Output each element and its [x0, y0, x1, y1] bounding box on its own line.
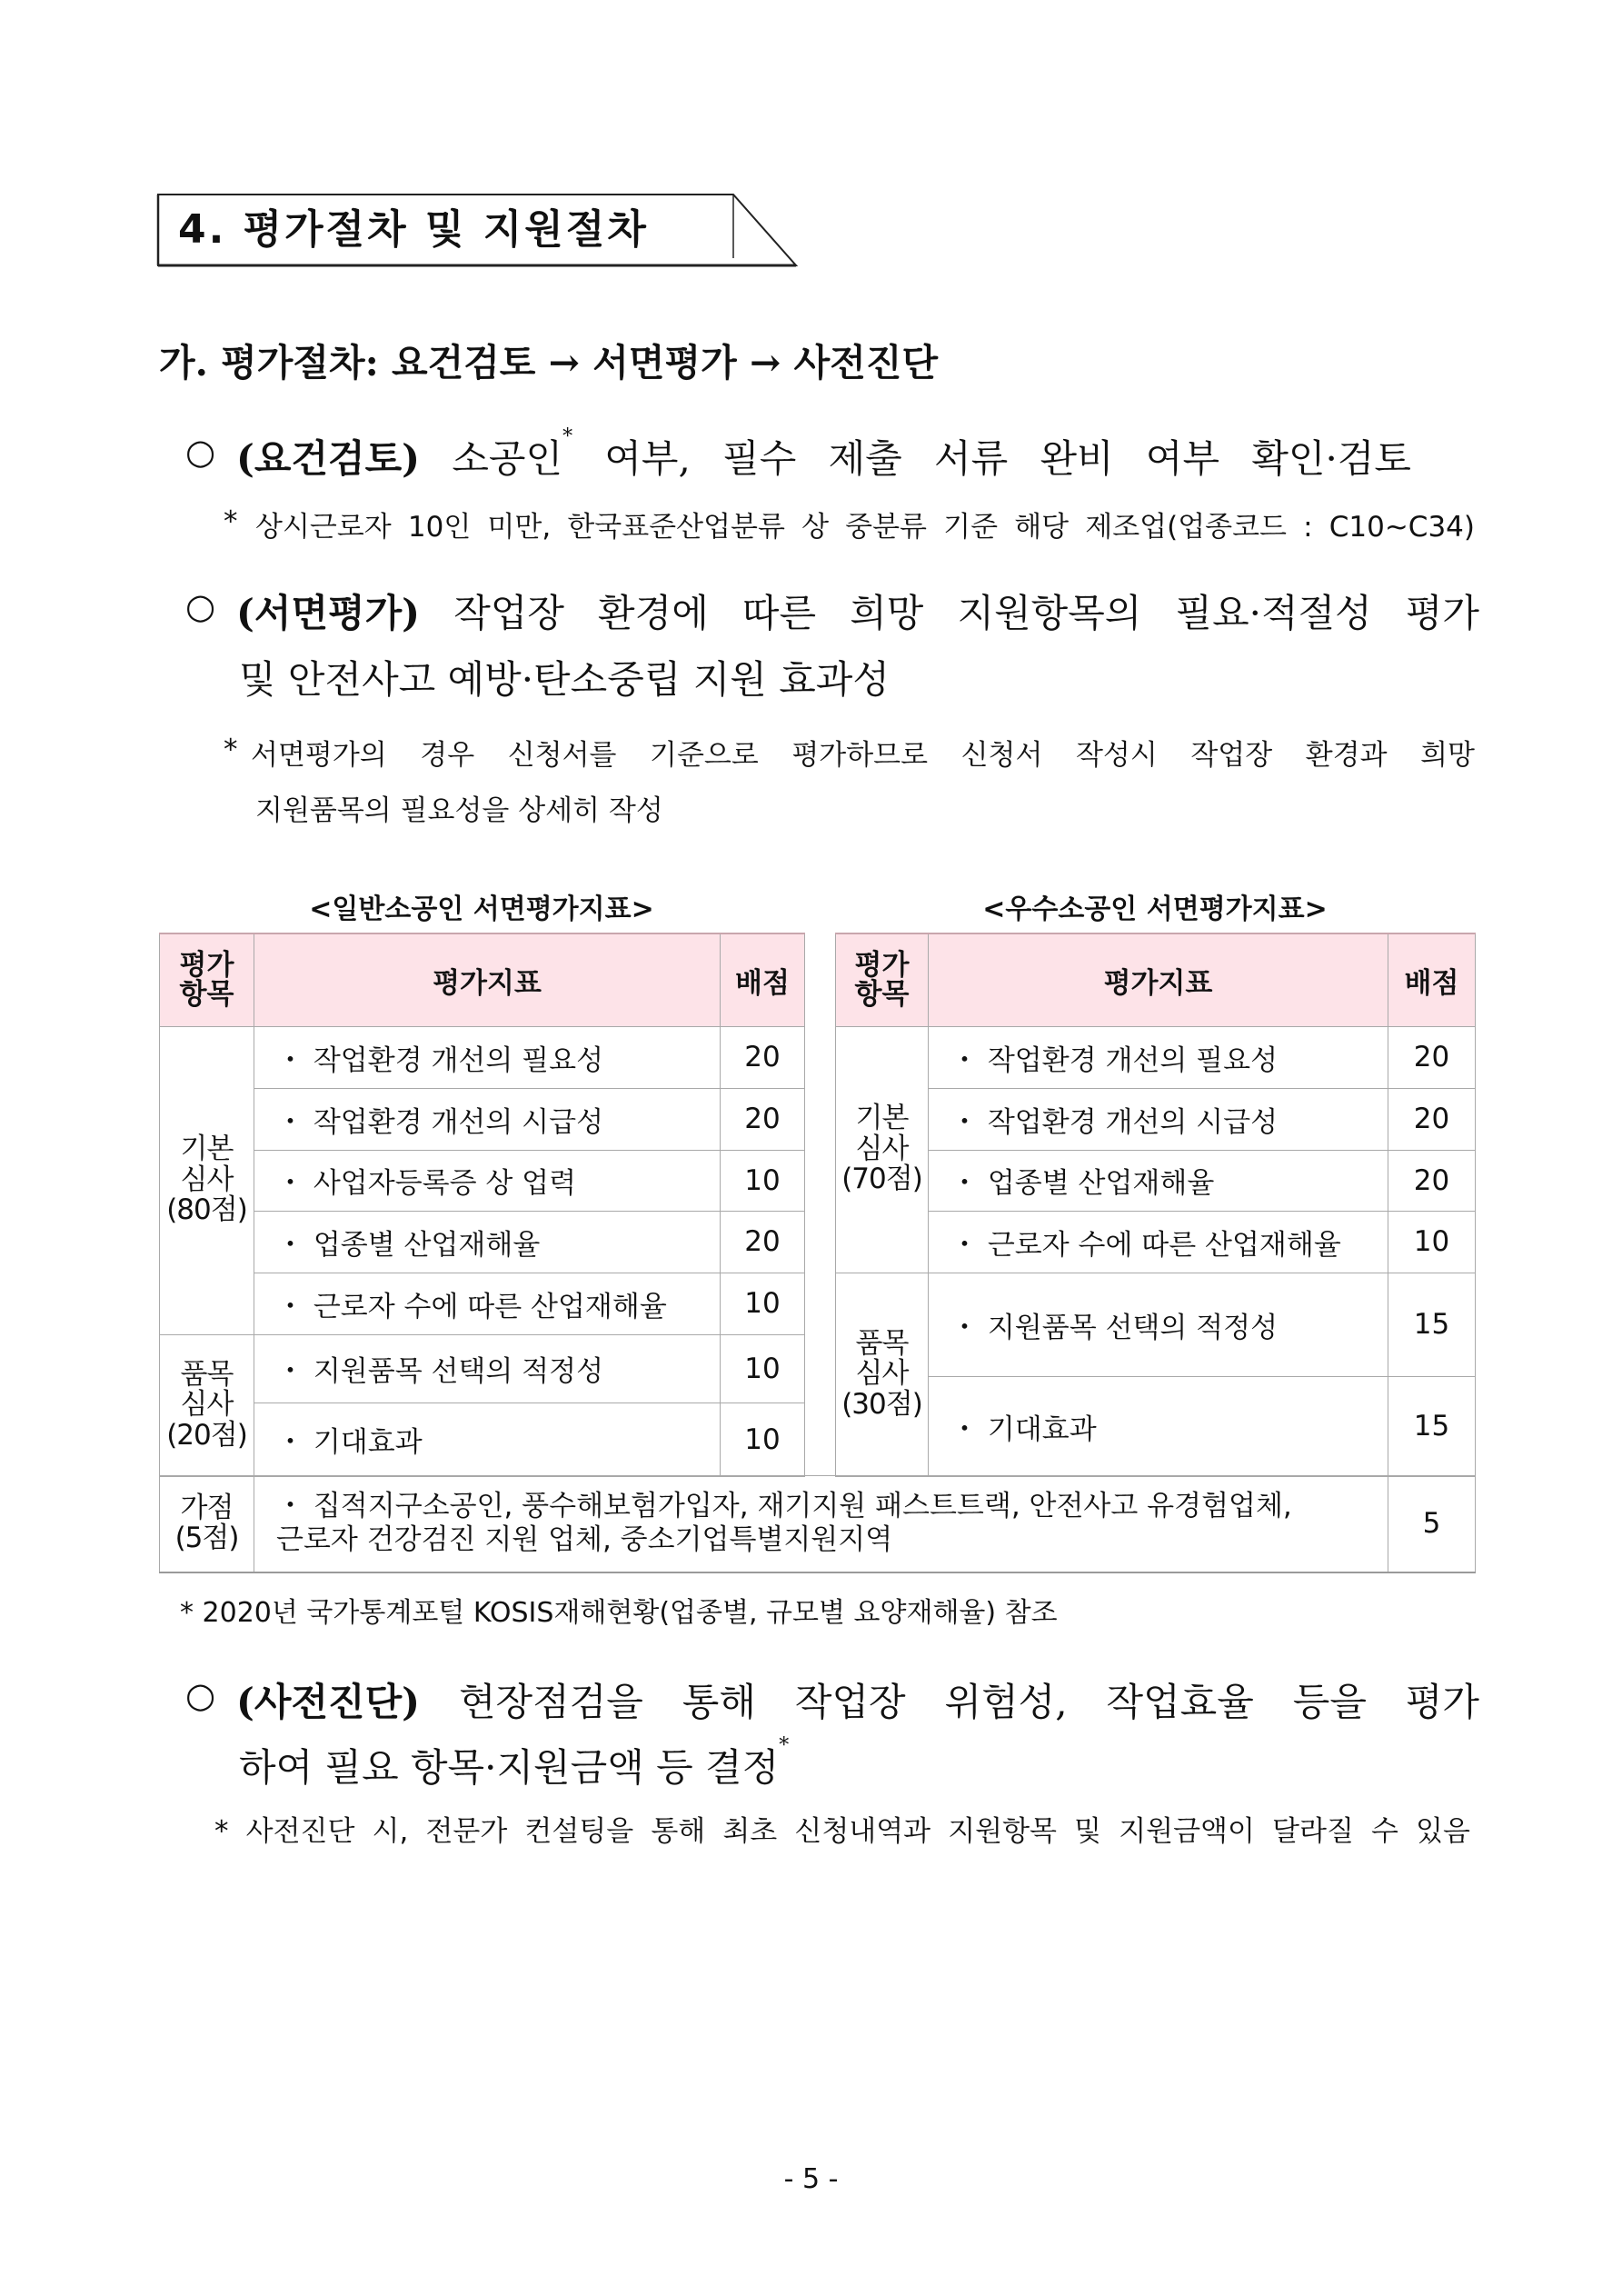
indicator-cell: ・ 작업환경 개선의 시급성	[929, 1088, 1388, 1150]
score-cell: 20	[721, 1211, 805, 1273]
requirement-review-line	[236, 425, 1411, 484]
indicator-cell: ・ 작업환경 개선의 시급성	[254, 1088, 721, 1150]
indicator-cell: ・ 사업자등록증 상 업력	[254, 1150, 721, 1211]
group-label: 품목 심사 (30점)	[836, 1273, 929, 1476]
score-cell: 10	[1388, 1211, 1476, 1273]
score-cell: 20	[721, 1088, 805, 1150]
bonus-score: 5	[1388, 1476, 1476, 1572]
header-indicator: 평가지표	[254, 933, 721, 1026]
requirement-footnote: 상시근로자 10인 미만, 한국표준산업분류 상 중분류 기준 해당 제조업(업종코드 : C10~C34)	[255, 511, 1475, 544]
indicator-cell: ・ 기대효과	[254, 1403, 721, 1476]
bullet-text: 여부, 필수 제출 서류 완비 여부 확인·검토	[572, 436, 1411, 481]
header-score: 배점	[1388, 933, 1476, 1026]
pre-diagnosis-footnote: * 사전진단 시, 전문가 컨설팅을 통해 최초 신청내역과 지원항목 및 지원금액이 달라질 수 있음	[214, 1815, 1470, 1848]
group-label: 기본 심사 (70점)	[836, 1026, 929, 1273]
bullet-marker: ○	[185, 1675, 216, 1715]
table-footnote: * 2020년 국가통계포털 KOSIS재해현황(업종별, 규모별 요양재해율) 참조	[180, 1597, 1058, 1629]
general-evaluation-table	[159, 933, 805, 1477]
pre-diagnosis-label: (사전진단)	[236, 1680, 421, 1724]
header-item: 평가 항목	[160, 933, 254, 1026]
indicator-cell: ・ 업종별 산업재해율	[254, 1211, 721, 1273]
score-cell: 10	[721, 1273, 805, 1334]
group-label: 품목 심사 (20점)	[160, 1334, 254, 1476]
general-table-caption: <일반소공인 서면평가지표>	[309, 893, 654, 925]
excellent-evaluation-table	[835, 933, 1476, 1477]
section-title: 4. 평가절차 및 지원절차	[178, 206, 649, 253]
indicator-cell: ・ 근로자 수에 따른 산업재해율	[929, 1211, 1388, 1273]
score-cell: 10	[721, 1403, 805, 1476]
score-cell: 20	[721, 1026, 805, 1088]
requirement-review-label: (요건검토)	[236, 436, 421, 481]
document-review-footnote: 지원품목의 필요성을 상세히 작성	[255, 794, 663, 827]
header-item: 평가 항목	[836, 933, 929, 1026]
document-review-footnote: 서면평가의 경우 신청서를 기준으로 평가하므로 신청서 작성시 작업장 환경과 희망	[251, 739, 1475, 772]
score-cell: 20	[1388, 1088, 1476, 1150]
indicator-cell: ・ 업종별 산업재해율	[929, 1150, 1388, 1211]
pre-diagnosis-line-2	[239, 1734, 790, 1792]
bullet-text: 현장점검을 통해 작업장 위험성, 작업효율 등을 평가	[420, 1680, 1479, 1724]
indicator-cell: ・ 근로자 수에 따른 산업재해율	[254, 1273, 721, 1334]
score-cell: 20	[1388, 1150, 1476, 1211]
bonus-points-table	[159, 1475, 1476, 1573]
footnote-star: *	[224, 505, 238, 538]
group-label: 기본 심사 (80점)	[160, 1026, 254, 1334]
procedure-heading: 가. 평가절차: 요건검토 → 서면평가 → 사전진단	[159, 341, 939, 384]
bullet-text: 작업장 환경에 따른 희망 지원항목의 필요·적절성 평가	[420, 591, 1479, 635]
indicator-cell: ・ 작업환경 개선의 필요성	[929, 1026, 1388, 1088]
indicator-cell: ・ 기대효과	[929, 1376, 1388, 1476]
bullet-text: 하여 필요 항목·지원금액 등 결정	[239, 1745, 780, 1790]
indicator-cell: ・ 지원품목 선택의 적정성	[929, 1273, 1388, 1376]
score-cell: 20	[1388, 1026, 1476, 1088]
bullet-marker: ○	[185, 586, 216, 626]
document-review-label: (서면평가)	[236, 591, 421, 635]
header-score: 배점	[721, 933, 805, 1026]
score-cell: 15	[1388, 1273, 1476, 1376]
footnote-mark: *	[562, 425, 573, 448]
bullet-marker: ○	[185, 432, 216, 472]
bonus-indicator: ・ 집적지구소공인, 풍수해보험가입자, 재기지원 패스트트랙, 안전사고 유경험업체, 근로자 건강검진 지원 업체, 중소기업특별지원지역	[254, 1476, 1388, 1572]
document-review-line	[236, 584, 1479, 638]
bonus-label: 가점 (5점)	[160, 1476, 254, 1572]
excellent-table-caption: <우수소공인 서면평가지표>	[982, 893, 1328, 925]
page-number: - 5 -	[783, 2163, 839, 2195]
score-cell: 10	[721, 1150, 805, 1211]
bullet-text: 소공인	[420, 436, 563, 481]
header-indicator: 평가지표	[929, 933, 1388, 1026]
footnote-star: *	[224, 734, 238, 766]
footnote-mark: *	[779, 1734, 790, 1757]
pre-diagnosis-line	[236, 1672, 1479, 1727]
bullet-text: 및 안전사고 예방·탄소중립 지원 효과성	[239, 657, 890, 702]
score-cell: 15	[1388, 1376, 1476, 1476]
indicator-cell: ・ 지원품목 선택의 적정성	[254, 1334, 721, 1403]
indicator-cell: ・ 작업환경 개선의 필요성	[254, 1026, 721, 1088]
score-cell: 10	[721, 1334, 805, 1403]
